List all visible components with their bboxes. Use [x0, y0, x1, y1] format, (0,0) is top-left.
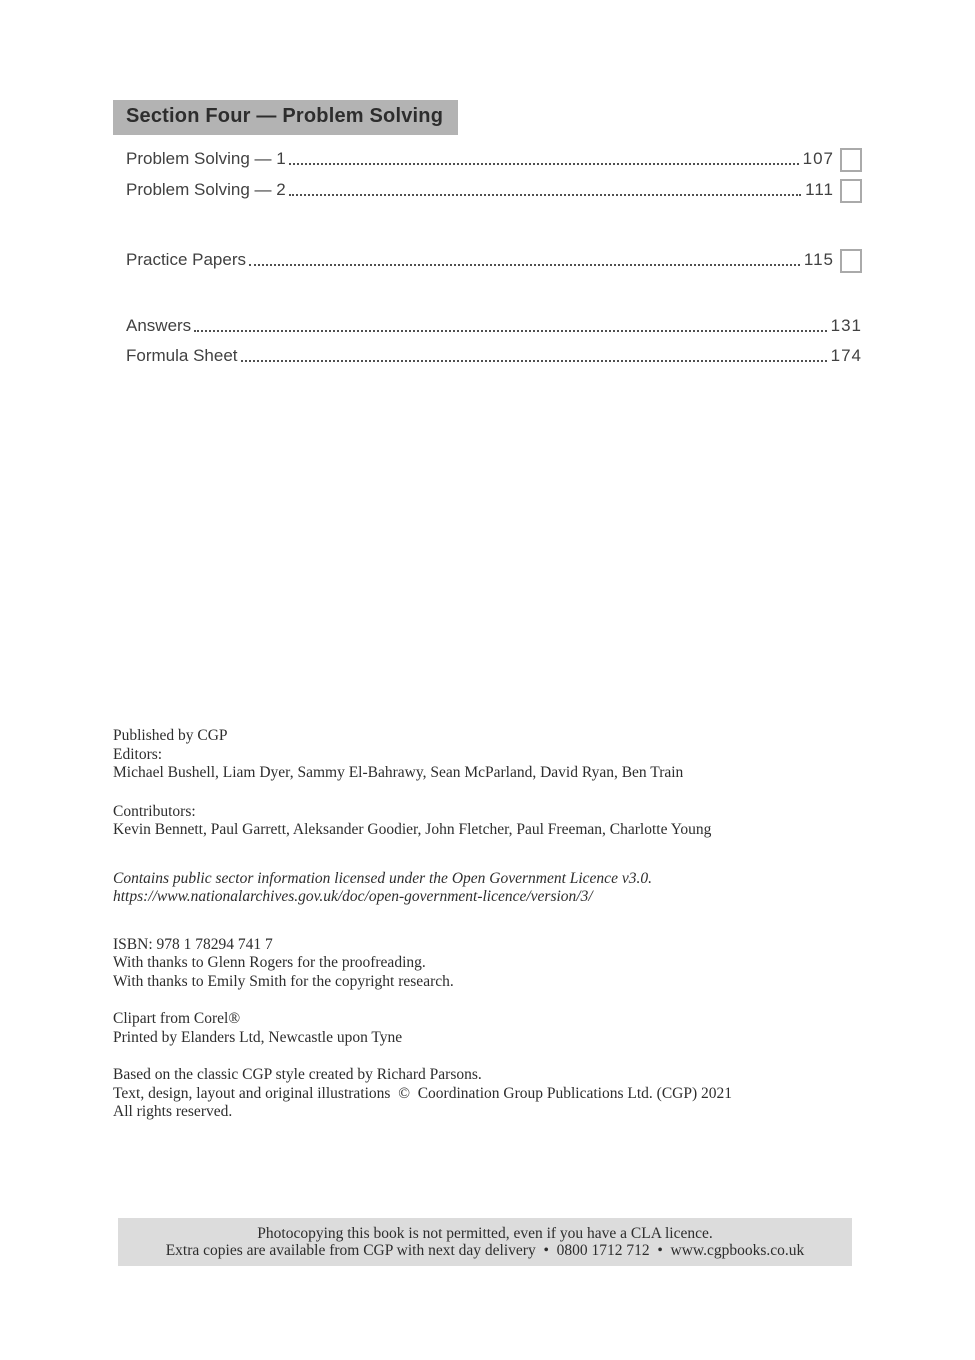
photocopy-notice-line1: Photocopying this book is not permitted, even if you have a CLA licence. [257, 1224, 713, 1242]
clipart-credit: Clipart from Corel® [113, 1010, 241, 1027]
photocopy-notice [118, 1218, 852, 1266]
toc-page-number: 111 [805, 180, 834, 199]
photocopy-notice-line2: Extra copies are available from CGP with next day delivery • 0800 1712 712 • www.cgpbooks.co.uk [165, 1242, 805, 1259]
toc-page-number: 174 [830, 346, 862, 365]
toc-entry-label: Practice Papers [126, 250, 246, 269]
tick-box [840, 249, 862, 273]
toc-entry-label: Problem Solving — 1 [126, 149, 286, 168]
tick-box [840, 148, 862, 172]
toc-row [126, 248, 862, 270]
dotted-leader [194, 330, 826, 332]
licence-url: https://www.nationalarchives.gov.uk/doc/open-government-licence/version/3/ [113, 888, 593, 905]
toc-page-number: 131 [830, 316, 862, 335]
contributors-label: Contributors: [113, 802, 196, 820]
style-credit-line: Based on the classic CGP style created by Richard Parsons. [113, 1066, 482, 1083]
section-header: Section Four — Problem Solving [113, 100, 458, 135]
printer-credit: Printed by Elanders Ltd, Newcastle upon Tyne [113, 1028, 403, 1046]
dotted-leader [249, 264, 800, 266]
editors-block [113, 746, 862, 783]
production-block [113, 1010, 862, 1047]
toc-row [126, 314, 862, 336]
toc-entry-label: Answers [126, 316, 192, 335]
rights-reserved: All rights reserved. [113, 1103, 233, 1120]
editors-names: Michael Bushell, Liam Dyer, Sammy El-Bahrawy, Sean McParland, David Ryan, Ben Train [113, 764, 684, 781]
published-by-line: Published by CGP [113, 727, 228, 744]
toc-page-number: 115 [803, 250, 834, 269]
toc-row [126, 344, 862, 366]
toc-row [126, 178, 862, 200]
proofreading-thanks: With thanks to Glenn Rogers for the proofreading. [113, 954, 426, 971]
toc-page-number: 107 [802, 149, 834, 168]
copyright-research-thanks: With thanks to Emily Smith for the copyright research. [113, 972, 454, 990]
copyright-statement: Text, design, layout and original illustrations © Coordination Group Publications Ltd. (CGP) 2021 [113, 1084, 733, 1102]
dotted-leader [289, 194, 801, 196]
colophon [113, 727, 862, 1122]
dotted-leader [289, 163, 799, 165]
copyright-block [113, 1085, 862, 1122]
toc-row [126, 147, 862, 169]
tick-box [840, 179, 862, 203]
toc-entry-label: Formula Sheet [126, 346, 238, 365]
editors-label: Editors: [113, 745, 163, 763]
licence-statement: Contains public sector information licensed under the Open Government Licence v3.0. [113, 869, 652, 887]
isbn-line: ISBN: 978 1 78294 741 7 [113, 935, 273, 953]
acknowledgements-block [113, 954, 862, 991]
contributors-names: Kevin Bennett, Paul Garrett, Aleksander Goodier, John Fletcher, Paul Freeman, Charlotte Young [113, 821, 712, 838]
contributors-block [113, 803, 862, 840]
dotted-leader [241, 360, 827, 362]
licence-block [113, 870, 862, 907]
toc-entry-label: Problem Solving — 2 [126, 180, 286, 199]
